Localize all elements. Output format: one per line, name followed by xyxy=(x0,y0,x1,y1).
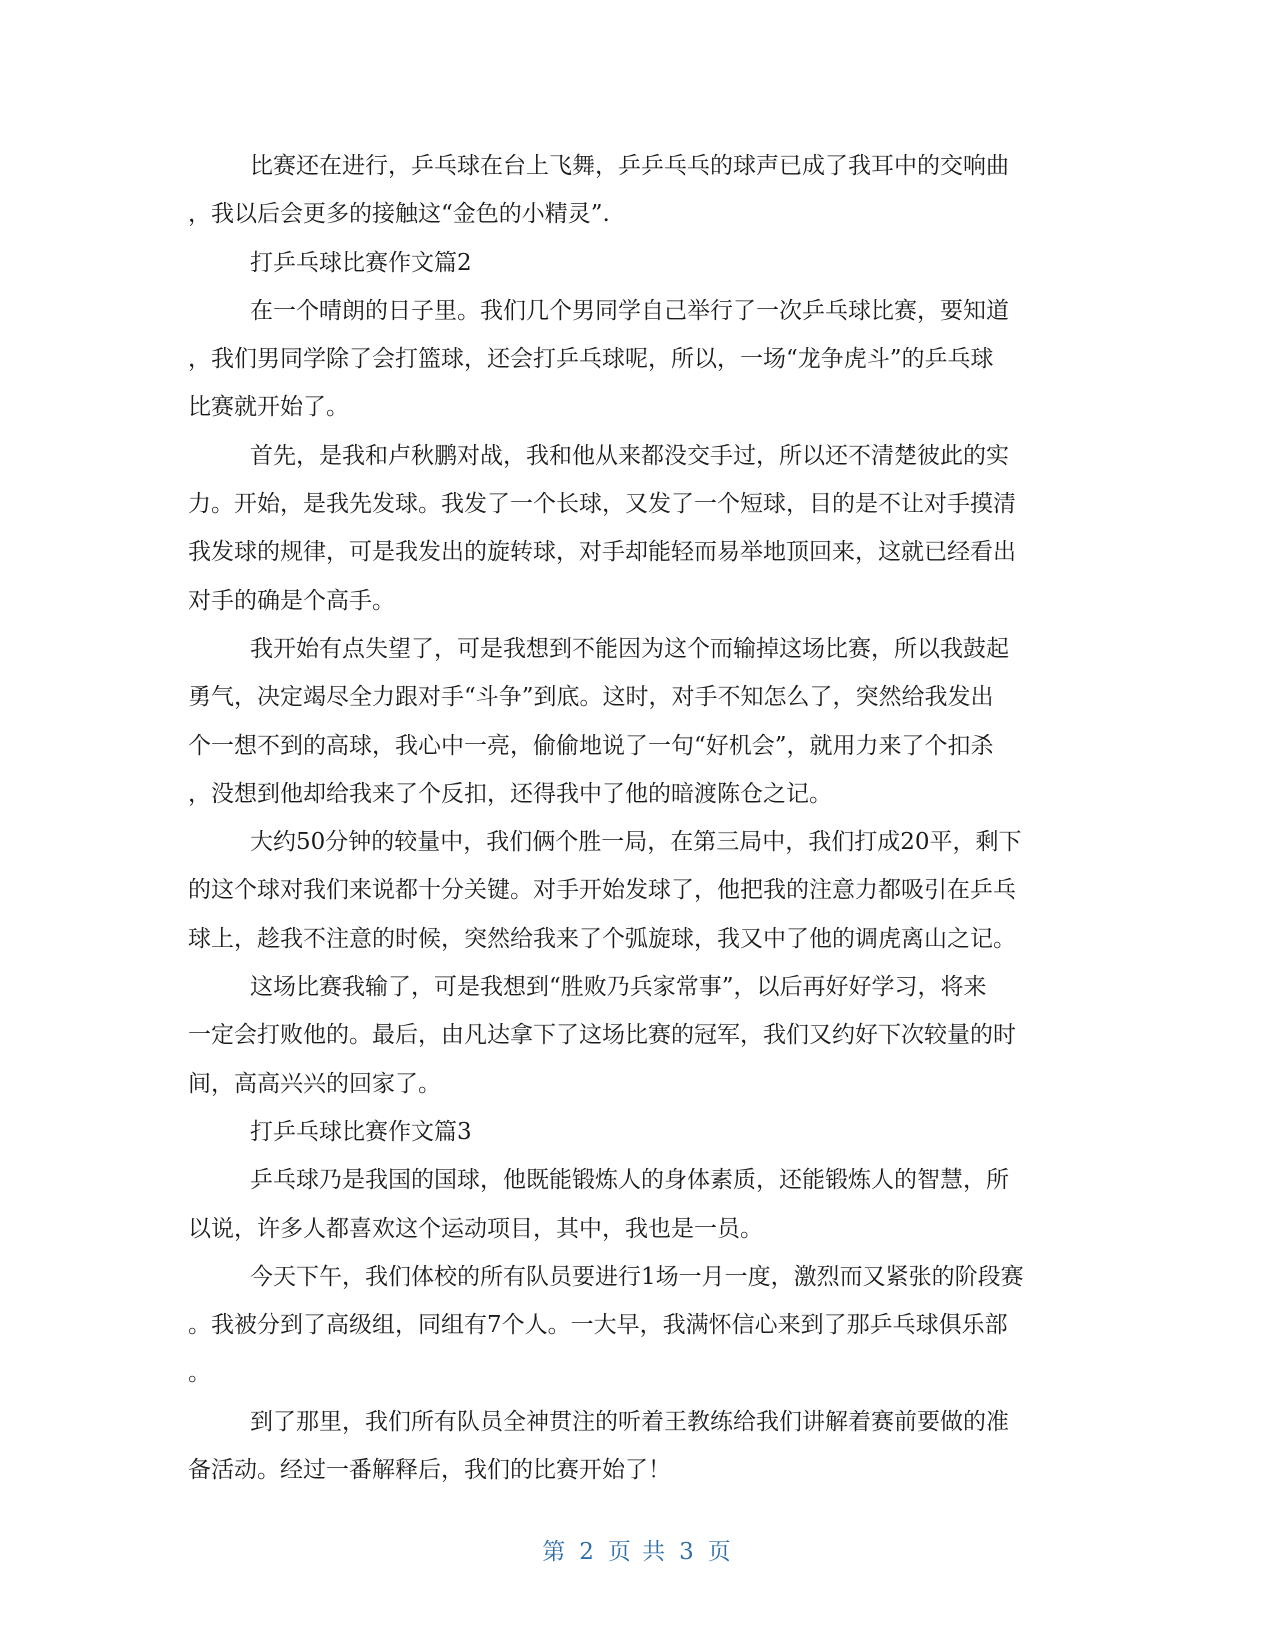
text-line: 的这个球对我们来说都十分关键。对手开始发球了，他把我的注意力都吸引在乒乓 xyxy=(188,877,1016,904)
text-line: 首先，是我和卢秋鹏对战，我和他从来都没交手过，所以还不清楚彼此的实 xyxy=(250,442,1009,469)
text-line: 勇气，决定竭尽全力跟对手“斗争”到底。这时，对手不知怎么了，突然给我发出 xyxy=(188,684,994,711)
text-line: 以说，许多人都喜欢这个运动项目，其中，我也是一员。 xyxy=(188,1215,763,1242)
text-line: 一定会打败他的。最后，由凡达拿下了这场比赛的冠军，我们又约好下次较量的时 xyxy=(188,1022,1016,1049)
text-line: 球上，趁我不注意的时候，突然给我来了个弧旋球，我又中了他的调虎离山之记。 xyxy=(188,925,1016,952)
text-line: 在一个晴朗的日子里。我们几个男同学自己举行了一次乒乓球比赛，要知道 xyxy=(250,297,1009,324)
footer-suffix: 页 xyxy=(707,1539,733,1565)
footer-total-pages: 3 xyxy=(679,1539,696,1565)
text-line: 我开始有点失望了，可是我想到不能因为这个而输掉这场比赛，所以我鼓起 xyxy=(250,635,1009,662)
footer-prefix: 第 xyxy=(542,1539,568,1565)
text-line: 今天下午，我们体校的所有队员要进行1场一月一度，激烈而又紧张的阶段赛 xyxy=(250,1263,1024,1290)
text-line: 个一想不到的高球，我心中一亮，偷偷地说了一句“好机会”，就用力来了个扣杀 xyxy=(188,732,994,759)
document-body xyxy=(188,142,1088,1494)
text-line: 这场比赛我输了，可是我想到“胜败乃兵家常事”，以后再好好学习，将来 xyxy=(250,974,987,1001)
text-line: ，我以后会更多的接触这“金色的小精灵”. xyxy=(188,201,610,228)
text-line: 我发球的规律，可是我发出的旋转球，对手却能轻而易举地顶回来，这就已经看出 xyxy=(188,539,1016,566)
text-line: ，没想到他却给我来了个反扣，还得我中了他的暗渡陈仓之记。 xyxy=(188,780,832,807)
footer-mid: 页 共 xyxy=(607,1539,668,1565)
text-line: 备活动。经过一番解释后，我们的比赛开始了！ xyxy=(188,1457,671,1484)
text-line: ，我们男同学除了会打篮球，还会打乒乓球呢，所以，一场“龙争虎斗”的乒乓球 xyxy=(188,346,994,373)
text-line: 。我被分到了高级组，同组有7个人。一大早，我满怀信心来到了那乒乓球俱乐部 xyxy=(188,1312,1008,1339)
page-footer xyxy=(0,1533,1275,1566)
footer-current-page: 2 xyxy=(579,1539,596,1565)
text-line: 打乒乓球比赛作文篇2 xyxy=(250,249,472,276)
text-line: 乒乓球乃是我国的国球，他既能锻炼人的身体素质，还能锻炼人的智慧，所 xyxy=(250,1167,1009,1194)
text-line: 比赛就开始了。 xyxy=(188,394,349,421)
text-line: 大约50分钟的较量中，我们俩个胜一局，在第三局中，我们打成20平，剩下 xyxy=(250,829,1022,856)
text-line: 比赛还在进行，乒乓球在台上飞舞，乒乒乓乓的球声已成了我耳中的交响曲 xyxy=(250,153,1009,179)
text-line: 到了那里，我们所有队员全神贯注的听着王教练给我们讲解着赛前要做的准 xyxy=(250,1408,1009,1435)
text-line: 间，高高兴兴的回家了。 xyxy=(188,1070,441,1097)
text-line: 。 xyxy=(188,1360,211,1387)
text-line: 对手的确是个高手。 xyxy=(188,587,395,614)
text-line: 力。开始，是我先发球。我发了一个长球，又发了一个短球，目的是不让对手摸清 xyxy=(188,491,1016,518)
text-line: 打乒乓球比赛作文篇3 xyxy=(250,1118,472,1145)
